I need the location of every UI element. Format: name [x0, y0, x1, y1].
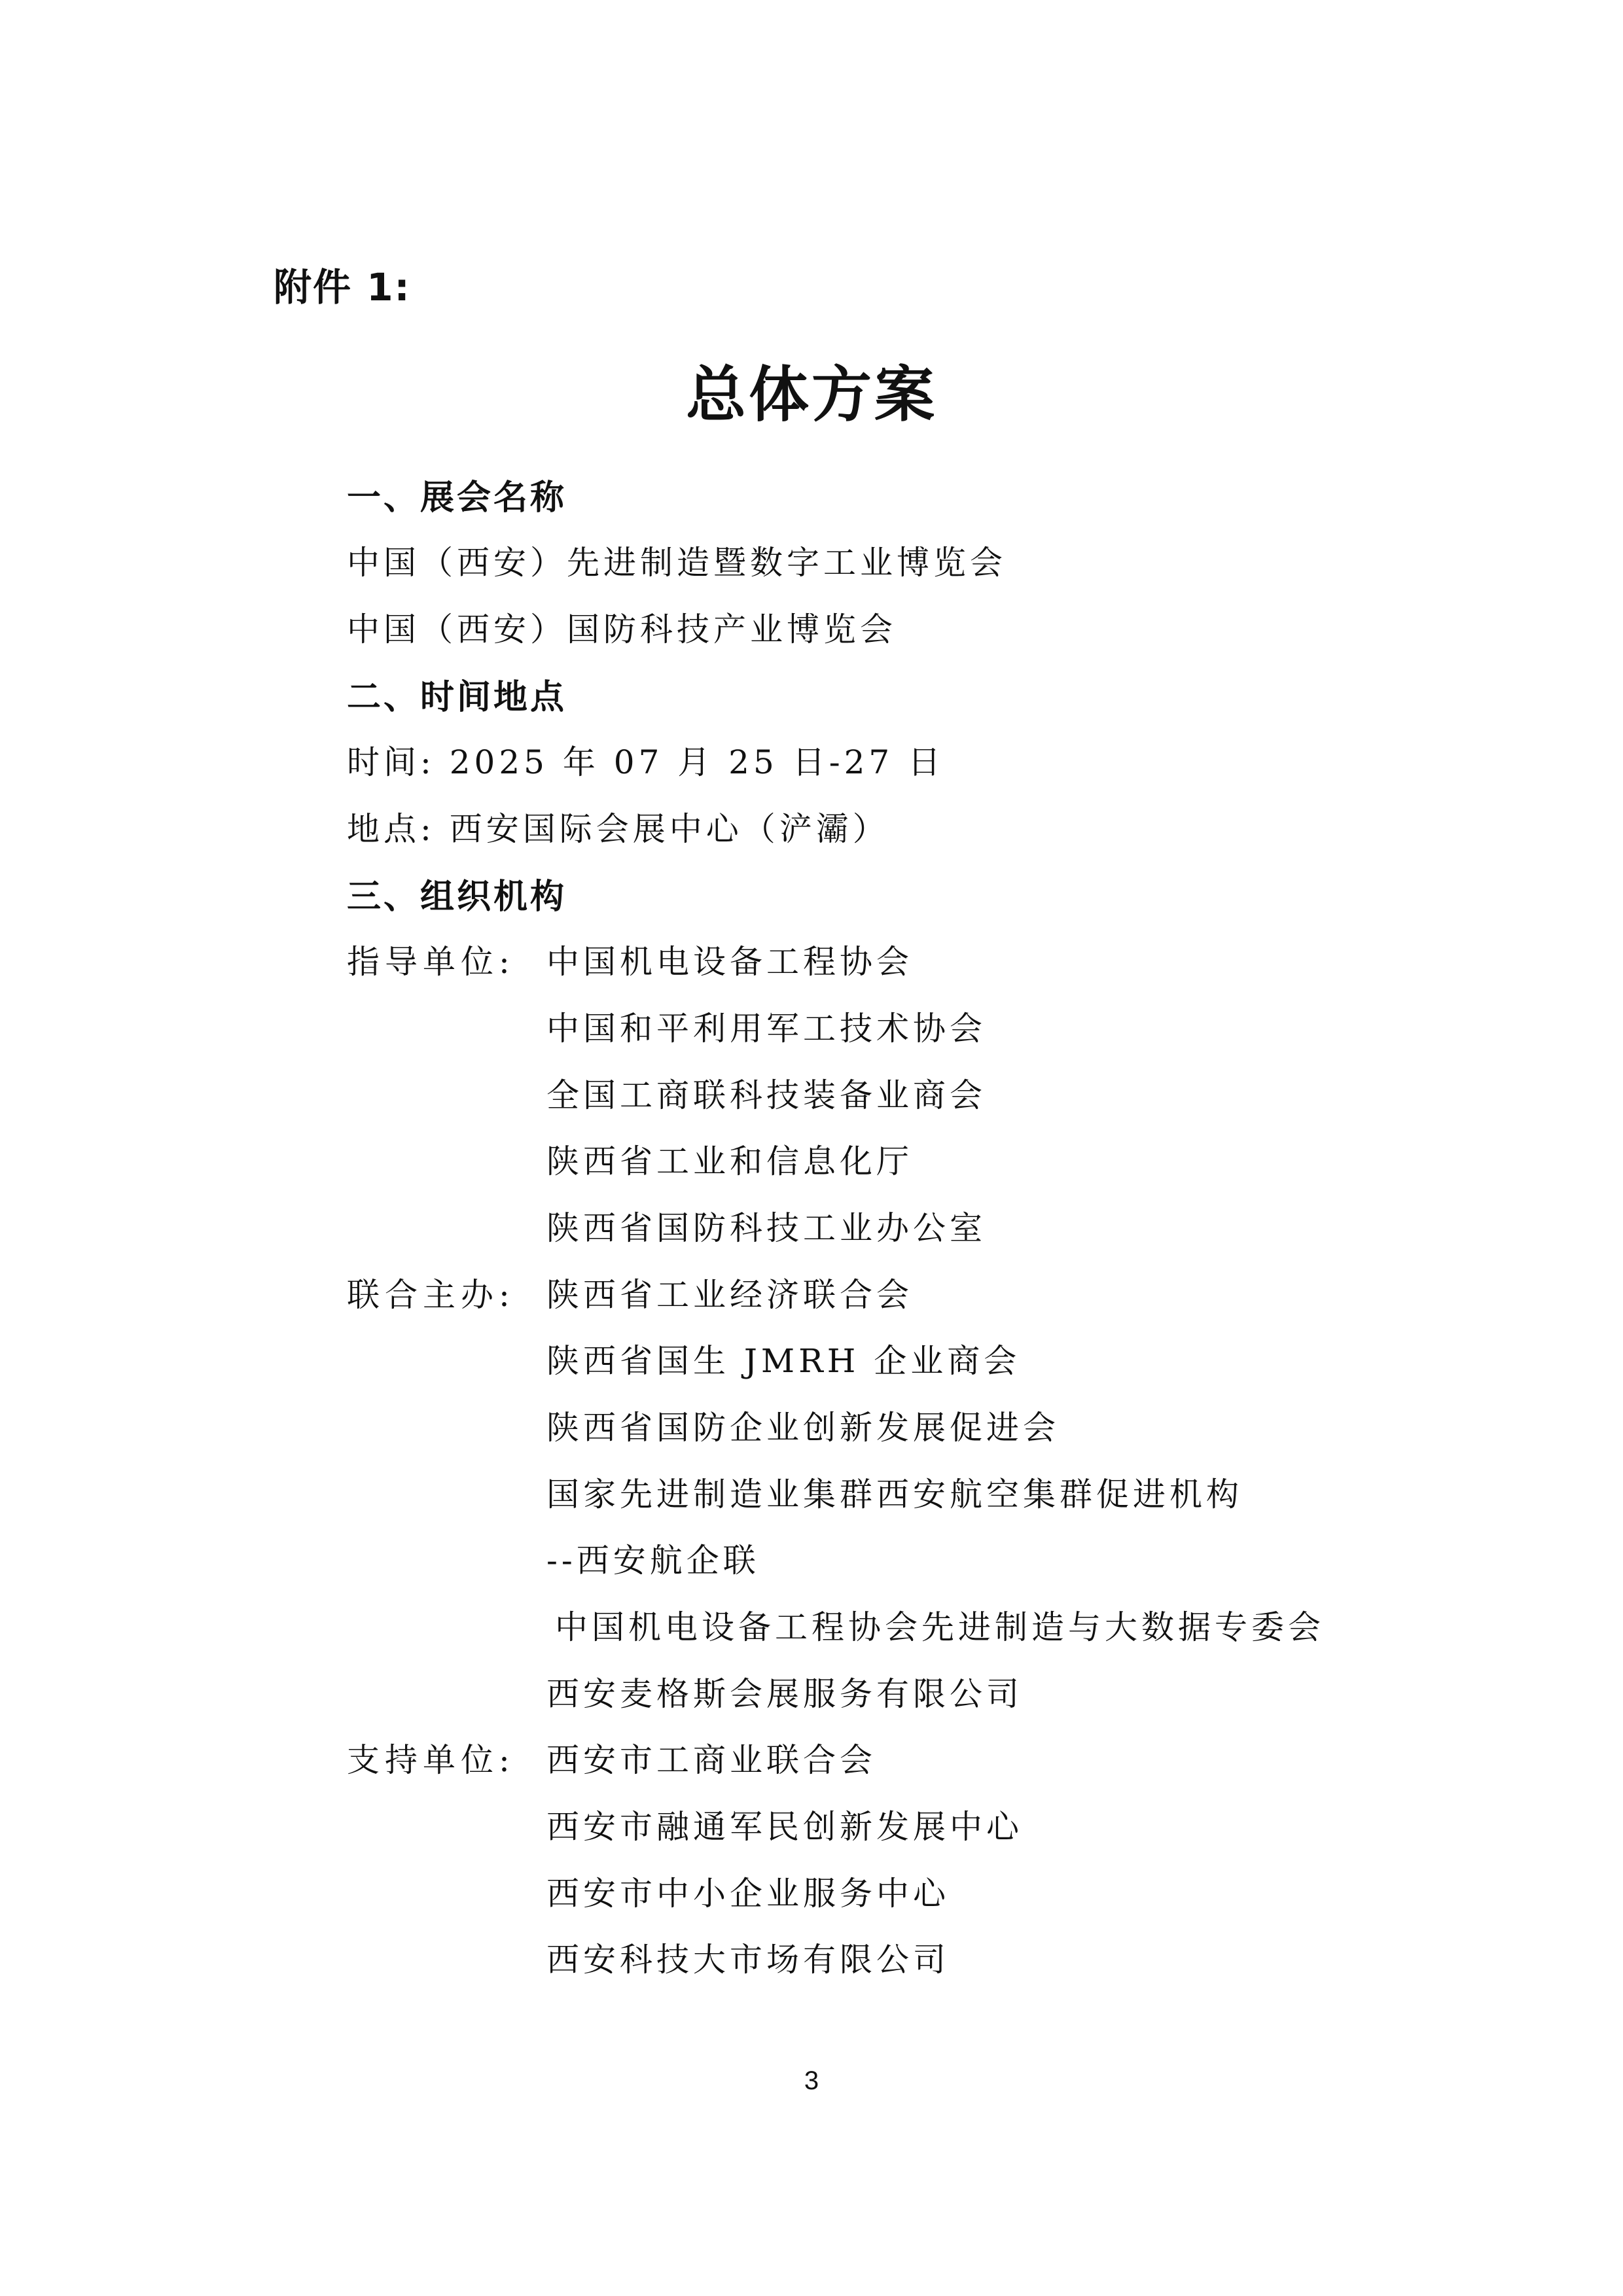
guiding-unit-item: 全国工商联科技装备业商会: [546, 1076, 986, 1114]
support-unit-item: 西安科技大市场有限公司: [546, 1941, 950, 1979]
guiding-unit-item: 中国机电设备工程协会: [546, 943, 913, 981]
support-unit-item: 西安市中小企业服务中心: [546, 1875, 950, 1913]
co-host-item: 陕西省工业经济联合会: [546, 1276, 913, 1314]
time-line: 时间: 2025 年 07 月 25 日-27 日: [347, 743, 945, 781]
place-line: 地点: 西安国际会展中心（浐灞）: [347, 810, 889, 848]
guiding-units-label: 指导单位:: [347, 943, 515, 981]
guiding-unit-item: 陕西省国防科技工业办公室: [546, 1209, 986, 1247]
page-number: 3: [804, 2066, 819, 2095]
co-host-item: 国家先进制造业集群西安航空集群促进机构: [546, 1475, 1243, 1513]
support-unit-item: 西安市融通军民创新发展中心: [546, 1808, 1023, 1846]
support-units-label: 支持单位:: [347, 1741, 515, 1779]
exhibition-name-line: 中国（西安）先进制造暨数字工业博览会: [347, 544, 1007, 582]
co-host-item: 陕西省国防企业创新发展促进会: [546, 1409, 1060, 1447]
section-heading-time-place: 二、时间地点: [347, 678, 567, 717]
guiding-unit-item: 陕西省工业和信息化厅: [546, 1142, 913, 1180]
co-host-item: 陕西省国生 JMRH 企业商会: [546, 1342, 1021, 1380]
exhibition-name-line: 中国（西安）国防科技产业博览会: [347, 610, 897, 648]
co-host-item: --西安航企联: [546, 1542, 760, 1580]
section-heading-organization: 三、组织机构: [347, 877, 567, 917]
guiding-unit-item: 中国和平利用军工技术协会: [546, 1010, 986, 1048]
page-title: 总体方案: [685, 360, 937, 430]
co-host-item: 中国机电设备工程协会先进制造与大数据专委会: [555, 1608, 1325, 1646]
support-unit-item: 西安市工商业联合会: [546, 1741, 876, 1779]
section-heading-exhibition-name: 一、展会名称: [347, 478, 567, 518]
co-host-label: 联合主办:: [347, 1276, 515, 1314]
co-host-item: 西安麦格斯会展服务有限公司: [546, 1675, 1023, 1713]
attachment-label: 附件 1:: [274, 265, 411, 309]
